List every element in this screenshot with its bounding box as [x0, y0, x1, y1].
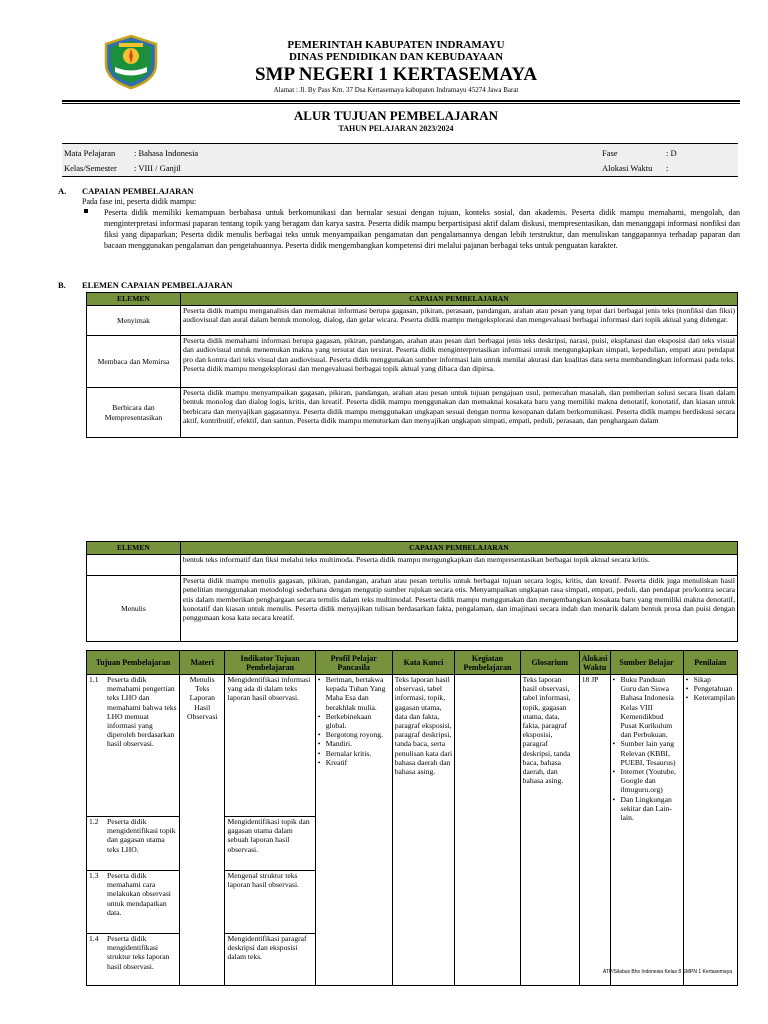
capaian-cell: Peserta didik mampu menganalisis dan memaknai informasi berupa gagasan, pikiran, perasaan, pandangan, arahan atau pesan yang tepat dari berbagai jenis teks (nonfiksi dan fiksi) audiovisual dan aural dalam bentuk monolog, dialog, dan gelar wicara. Peserta didik mampu mengeksplorasi dan mengevaluasi berbagai informasi dari topik aktual yang didengar. [180, 306, 737, 336]
section-b-title: ELEMEN CAPAIAN PEMBELAJARAN [82, 280, 233, 290]
phase-label: Fase [602, 148, 618, 158]
column-header-capaian: CAPAIAN PEMBELAJARAN [180, 293, 737, 306]
department-name: DINAS PENDIDIKAN DAN KEBUDAYAAN [288, 51, 504, 63]
sumber-cell [610, 675, 683, 986]
table-row [87, 555, 738, 576]
capaian-cell: Peserta didik memahami informasi berupa gagasan, pikiran, pandangan, arahan atau pesan dari berbagai jenis teks deskripsi, narasi, puisi, eksplanasi dan eksposisi dari teks visual dan audiovisual untuk menemukan makna yang tersurat dan tersirat. Peserta didik menginterpretasikan informasi untuk mengungkapkan simpati, kepedulian, empati atau pendapat pro dan kontra dari teks visual dan audiovisual. Peserta didik menggunakan sumber informasi lain untuk menilai akurasi dan kualitas data serta membandingkan informasi pada teks. Peserta didik mampu mengeksplorasi dan mengevaluasi berbagai topik aktual yang dibaca dan dipirsa. [180, 336, 737, 388]
list-item: • Bernalar kritis. [318, 749, 390, 758]
list-item: • Mandiri. [318, 739, 390, 748]
tujuan-cell [87, 675, 180, 817]
header-divider [62, 100, 740, 104]
indikator-cell: Mengidentifikasi informasi yang ada di dalam teks laporan hasil observasi. [225, 675, 315, 817]
elemen-cell: Berbicara dan Mempresentasikan [87, 388, 181, 438]
tujuan-number: 1.1 [89, 675, 99, 684]
academic-year: TAHUN PELAJARAN 2023/2024 [338, 124, 454, 133]
kata-kunci-cell: Teks laporan hasil observasi, tabel informasi, topik, gagasan utama, data dan fakta, paragraf eksposisi, paragraf deskripsi, tanda baca, serta penulisan kata dari bahasa daerah dan bahasa asing. [392, 675, 455, 986]
column-header-glosarium: Glosarium [520, 651, 579, 675]
tujuan-text: Peserta didik memahami pengertian teks LHO dan memahami bahwa teks LHO memuat informasi yang diperoleh berdasarkan hasil observasi. [107, 675, 177, 749]
elemen-cell-empty [87, 555, 181, 576]
column-header-materi: Materi [180, 651, 225, 675]
table-row [87, 336, 738, 388]
column-header-profil: Profil Pelajar Pancasila [315, 651, 392, 675]
elemen-cell: Menulis [87, 576, 181, 642]
list-item: • Berkebinekaan global. [318, 712, 390, 730]
table-row [87, 576, 738, 642]
penilaian-cell [683, 675, 737, 986]
section-a-letter: A. [58, 186, 67, 196]
alokasi-cell: 18 JP [579, 675, 610, 986]
tujuan-cell [87, 871, 180, 934]
indikator-cell: Mengidentifikasi topik dan gagasan utama dalam sebuah laporan hasil observasi. [225, 817, 315, 871]
indikator-cell: Mengidentifikasi paragraf deskripsi dan eksposisi dalam teks. [225, 934, 315, 986]
tujuan-cell [87, 934, 180, 986]
column-header-tujuan: Tujuan Pembelajaran [87, 651, 180, 675]
list-item: • Sikap [686, 675, 735, 684]
elemen-cell: Menyimak [87, 306, 181, 336]
capaian-cell: bentuk teks informatif dan fiksi melalui teks multimoda. Peserta didik mampu mengungkapkan dan mempresentasikan berbagai topik aktual secara kritis. [180, 555, 737, 576]
column-header-kegiatan: Kegiatan Pembelajaran [455, 651, 520, 675]
table-row [87, 306, 738, 336]
government-name: PEMERINTAH KABUPATEN INDRAMAYU [287, 39, 505, 51]
list-item: • Bergotong royong. [318, 730, 390, 739]
materi-cell: Menulis Teks Laporan Hasil Observasi [180, 675, 225, 986]
school-address: Alamat : Jl. By Pass Km. 37 Dsa Kertasemaya kabupaten Indramayu 45274 Jawa Barat [273, 86, 519, 94]
tujuan-text: Peserta didik memahami cara melakukan observasi untuk mendapatkan data. [107, 871, 171, 917]
time-allocation-value: : [666, 163, 669, 173]
elemen-table [86, 292, 738, 438]
subject-label: Mata Pelajaran [64, 148, 116, 158]
phase-value: : D [666, 148, 677, 158]
capaian-cell: Peserta didik mampu menulis gagasan, pikiran, pandangan, arahan atau pesan tertulis untuk berbagai tujuan secara logis, kritis, dan kreatif. Peserta didik juga menuliskan hasil penelitian menggunakan metodologi sederhana dengan mengutip sumber rujukan secara etis. Menyampaikan ungkapan rasa simpati, empati, peduli, dan pendapat pro/kontra secara etis dalam memberikan penghargaan secara tertulis dalam teks multimodal. Peserta didik mampu menggunakan dan mengembangkan kosakata baru yang memiliki makna denotatif, konotatif dan kiasan untuk menulis. Peserta didik menyajikan tulisan berdasarkan fakta, pengalaman, dan imajinasi secara indah dan menarik dalam bentuk prosa dan puisi dengan penggunaan kosa kata secara kreatif. [180, 576, 737, 642]
tujuan-number: 1.3 [89, 871, 99, 880]
section-a-intro: Pada fase ini, peserta didik mampu: [82, 197, 197, 206]
column-header-capaian: CAPAIAN PEMBELAJARAN [180, 542, 737, 555]
list-item: • Sumber lain yang Relevan (KBBI, PUEBI, Tesaurus) [613, 739, 681, 767]
tujuan-text: Peserta didik mengidentifikasi struktur teks laporan hasil observasi. [107, 934, 170, 971]
tujuan-cell [87, 817, 180, 871]
tujuan-number: 1.4 [89, 934, 99, 943]
atp-table [86, 650, 738, 986]
document-title: ALUR TUJUAN PEMBELAJARAN [293, 108, 499, 123]
class-label: Kelas/Semester [64, 163, 117, 173]
list-item: • Dan Lingkungan sekitar dan Lain-lain. [613, 795, 681, 823]
subject-value: : Bahasa Indonesia [134, 148, 199, 158]
list-item: • Keterampilan [686, 693, 735, 702]
profil-cell [315, 675, 392, 986]
column-header-penilaian: Penilaian [683, 651, 737, 675]
regency-emblem-icon [102, 34, 160, 90]
capaian-cell: Peserta didik mampu menyampaikan gagasan, pikiran, pandangan, arahan atau pesan untuk tujuan pengajuan usul, pemecahan masalah, dan pemberian solusi secara lisan dalam bentuk monolog dan dialog logis, kritis, dan kreatif. Peserta didik mampu menggunakan dan memaknai kosakata baru yang memiliki makna denotatif, konotatif, dan kiasan untuk berbicara dan menyajikan gagasannya. Peserta didik mampu menggunakan ungkapan sesuai dengan norma kesopanan dalam berkomunikasi. Peserta didik mampu berdiskusi secara aktif, kontributif, efektif, dan santun. Peserta didik mampu menuturkan dan menyajikan ungkapan simpati, empati, peduli, perasaan, dan penghargaan dalam [180, 388, 737, 438]
list-item: • Buku Panduan Guru dan Siswa Bahasa Indonesia Kelas VIII Kemendikbud Pusat Kurikulum dan Perbukuan. [613, 675, 681, 739]
bullet-icon [84, 209, 88, 213]
info-box [62, 143, 738, 177]
column-header-indikator: Indikator Tujuan Pembelajaran [225, 651, 315, 675]
list-item: • Pengetahuan [686, 684, 735, 693]
tujuan-text: Peserta didik mengidentifikasi topik dan gagasan utama teks LHO. [107, 817, 176, 854]
column-header-kata-kunci: Kata Kunci [392, 651, 455, 675]
column-header-elemen: ELEMEN [87, 542, 181, 555]
elemen-table-continued [86, 541, 738, 642]
list-item: • Internet (Youtube, Google dan ilmuguru.org) [613, 767, 681, 795]
kegiatan-cell [455, 675, 520, 986]
class-value: : VIII / Ganjil [134, 163, 181, 173]
time-allocation-label: Alokasi Waktu [602, 163, 653, 173]
section-b-letter: B. [58, 280, 66, 290]
table-row [87, 675, 738, 817]
glosarium-cell: Teks laporan hasil observasi, tabel informasi, topik, gagasan utama, data, fakta, paragraf eksposisi, paragraf deskripsi, tanda baca, bahasa daerah, dan bahasa asing. [520, 675, 579, 986]
column-header-elemen: ELEMEN [87, 293, 181, 306]
school-name: SMP NEGERI 1 KERTASEMAYA [254, 64, 538, 85]
section-a-title: CAPAIAN PEMBELAJARAN [82, 186, 194, 196]
column-header-sumber: Sumber Belajar [610, 651, 683, 675]
elemen-cell: Membaca dan Memirsa [87, 336, 181, 388]
indikator-cell: Mengenal struktur teks laporan hasil observasi. [225, 871, 315, 934]
table-row [87, 388, 738, 438]
list-item: • Kreatif [318, 758, 390, 767]
page-footer: ATP/Silabus Bhs Indonesia Kelas 8 SMPN 1 Kertasemaya [602, 969, 732, 975]
section-a-paragraph: Peserta didik memiliki kemampuan berbahasa untuk berkomunikasi dan bernalar sesuai dengan tujuan, konteks sosial, dan akademis. Peserta didik mampu memahami, mengolah, dan menginterpretasi informasi paparan tentang topik yang beragam dan karya sastra. Peserta didik mampu berpartisipasi aktif dalam diskusi, mempresentasikan, dan menanggapi informasi nonfiksi dan fiksi yang dipaparkan; Peserta didik menulis berbagai teks untuk menyampaikan pengamatan dan pengalamannya dengan lebih terstruktur, dan menuliskan tanggapannya terhadap paparan dan bacaan menggunakan pengalaman dan pengetahuannya. Peserta didik mengembangkan kompetensi diri melalui pajanan berbagai teks untuk penguatan karakter. [104, 208, 740, 250]
tujuan-number: 1.2 [89, 817, 99, 826]
letterhead [0, 32, 768, 102]
list-item: • Beriman, bertakwa kepada Tuhan Yang Maha Esa dan berakhlak mulia. [318, 675, 390, 712]
column-header-alokasi: Alokasi Waktu [579, 651, 610, 675]
